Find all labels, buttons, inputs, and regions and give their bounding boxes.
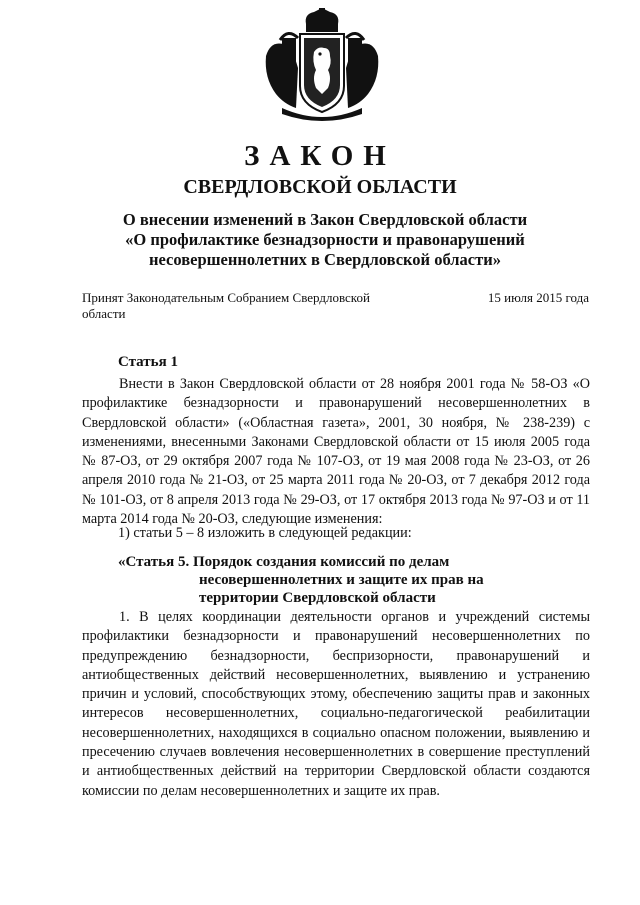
law-subject-line: О внесении изменений в Закон Свердловской области	[122, 210, 528, 229]
article-5-heading-line: территории Свердловской области	[199, 590, 436, 606]
item-1-text: 1) статьи 5 – 8 изложить в следующей редакции:	[118, 525, 412, 541]
article-1-text: Внести в Закон Свердловской области от 28 ноября 2001 года № 58-ОЗ «О профилактике безнадзорности и правонарушений несовершеннолетних в Свердловской области» («Областная газета», 2001, 30 ноября, № 238-239) с изменениями, внесенными Законами Свердловской области от 15 июля 2005 года № 87-ОЗ, от 29 октября 2007 года № 107-ОЗ, от 19 мая 2008 года № 23-ОЗ, от 26 апреля 2010 года № 21-ОЗ, от 25 марта 2011 года № 20-ОЗ, от 7 декабря 2012 года № 101-ОЗ, от 8 апреля 2013 года № 29-ОЗ, от 17 октября 2013 года № 97-ОЗ и от 11 марта 2014 года № 20-ОЗ, следующие изменения:	[82, 376, 590, 528]
adopted-date: 15 июля 2015 года	[487, 290, 589, 305]
law-subject	[90, 210, 560, 270]
document-title-law: ЗАКОН	[244, 140, 396, 172]
article-5-heading	[118, 553, 568, 607]
article-5-heading-line: «Статья 5. Порядок создания комиссий по делам	[118, 554, 450, 570]
article-5-heading-line: несовершеннолетних и защите их прав на	[199, 572, 484, 588]
coat-of-arms-icon	[262, 8, 382, 123]
law-subject-line: несовершеннолетних в Свердловской области»	[149, 250, 501, 269]
document-title-region: СВЕРДЛОВСКОЙ ОБЛАСТИ	[183, 176, 457, 198]
article-1-heading: Статья 1	[118, 354, 178, 370]
law-subject-line: «О профилактике безнадзорности и правонарушений	[125, 230, 525, 249]
adopted-by: Принят Законодательным Собранием Свердловской области	[82, 290, 370, 321]
article-5-paragraph-1: 1. В целях координации деятельности органов и учреждений системы профилактики безнадзорности и правонарушений несовершеннолетних по предупреждению безнадзорности, беспризорности, правонарушений и антиобщественных действий несовершеннолетних, выявлению и устранению причин и условий, способствующих этому, обеспечению защиты прав и законных интересов несовершеннолетних, социально-педагогической реабилитации несовершеннолетних, находящихся в социально опасном положении, выявлению и пресечению случаев вовлечения несовершеннолетних в совершение преступлений и антиобщественных действий на территории Свердловской области создаются комиссии по делам несовершеннолетних и защите их прав.	[82, 609, 590, 799]
